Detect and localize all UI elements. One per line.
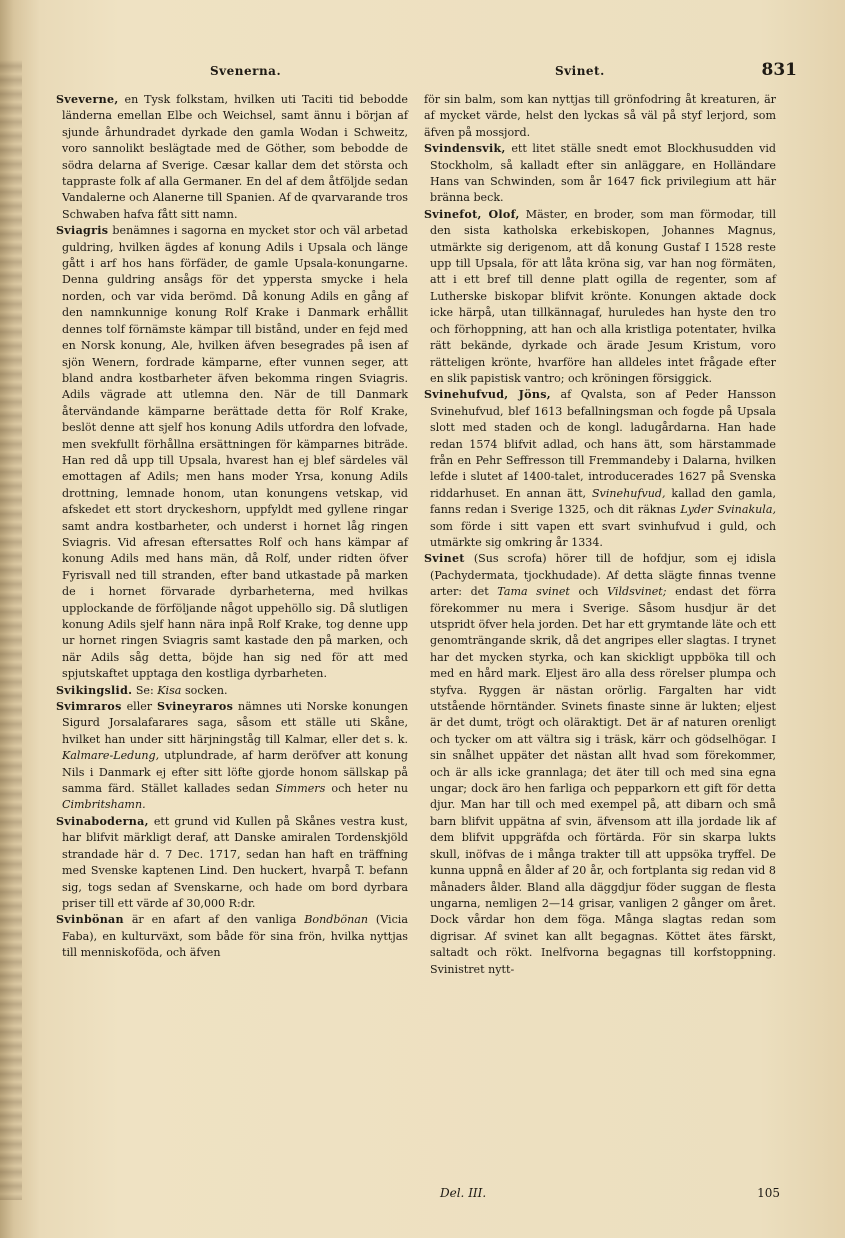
- header-left-title: Svenerna.: [210, 64, 282, 78]
- entry-text: (Sus scrofa) hörer till de hofdjur, som ej idisla (Pachydermata, tjockhudade). Af detta slägte finnas tvenne arter: det: [430, 552, 776, 599]
- dictionary-entry: [56, 92, 408, 223]
- binding-gutter: [0, 60, 22, 1200]
- entry-text: ett grund vid Kullen på Skånes vestra kust, har blifvit märkligt deraf, att Danske amiralen Tordenskjöld strandade här d. 7 Dec. 1717, sedan han haft en träffning med Svenske kaptenen Lind. Den huckert, hvarpå T. befann sig, togs sedan af Svenskarne, och hade om bord dyrbara priser till ett värde af 30,000 R:dr.: [62, 814, 409, 910]
- entry-headword: Svindensvik,: [424, 142, 506, 156]
- entry-text: Simmers: [275, 782, 326, 796]
- entry-text: Svinehufvud,: [591, 486, 666, 500]
- page-footer: [440, 1186, 780, 1206]
- entry-text: socken.: [181, 683, 228, 697]
- dictionary-entry: [424, 141, 776, 207]
- entry-text: af Qvalsta, son af Peder Hansson Svinehufvud, blef 1613 befallningsman och fogde på Upsala slott med staden och de kongl. ladugårdarna. Han hade redan 1574 blifvit adlad, och hans ätt, som härstammade från en Pehr Seffresson till Fremmandeby i Dalarna, hvilken lefde i slutet af 1400-talet, introducerades 1627 på Svenska riddarhuset. En annan ätt,: [430, 388, 776, 500]
- dictionary-entry: [56, 814, 408, 912]
- entry-text: Kisa: [157, 683, 182, 697]
- entry-text: Svineyraros: [157, 700, 234, 714]
- dictionary-entry: [56, 699, 408, 814]
- header-right-title: Svinet.: [555, 64, 605, 78]
- entry-text: och: [569, 585, 608, 599]
- entry-text: Mäster, en broder, som man förmodar, till den sista katholska erkebiskopen, Johannes Magnus, utmärkte sig derigenom, att då konung Gustaf I 1528 reste upp till Upsala, för att låta kröna sig, var han nog förmäten, att i ett bref till denne platt ogilla de regenter, som af Lutherske biskopar blifvit krönte. Konungen aktade dock icke härpå, utan tillkännagaf, huruledes han hyste den tro och förhoppning, att han och alla kristliga potentater, hvilka rätt bekände, dyrkade och ärade Jesum Kristum, voro rätteligen krönte, hvarföre han alldeles intet frågade efter en slik papistisk vantro; och kröningen försiggick.: [430, 207, 777, 385]
- entry-headword: Svinaboderna,: [56, 814, 149, 828]
- dictionary-entry: [424, 551, 776, 978]
- dictionary-entry: [56, 683, 408, 699]
- entry-text: som förde i sitt vapen ett svart svinhufvud i guld, och utmärkte sig omkring år 1334.: [430, 519, 776, 549]
- volume-signature: Del. III.: [440, 1186, 487, 1200]
- entry-text: är en afart af den vanliga: [131, 913, 305, 927]
- entry-text: kallad den gamla, fanns redan i Sverige 1325, och dit räknas: [430, 486, 777, 517]
- dictionary-entry: [56, 912, 408, 961]
- left-text-column: [56, 92, 408, 962]
- dictionary-entry: [56, 223, 408, 682]
- entry-text: Vildsvinet;: [607, 585, 667, 599]
- entry-text: Kalmare-Ledung,: [62, 749, 160, 763]
- entry-headword: Sveverne,: [56, 93, 119, 106]
- entry-text: eller: [126, 700, 158, 714]
- dictionary-entry: [424, 92, 776, 141]
- entry-text: Tama svinet: [497, 585, 570, 599]
- entry-headword: Svimraros: [56, 700, 122, 714]
- entry-text: (Vicia Faba), en kulturväxt, som både för sina frön, hvilka nyttjas till menniskoföda, och äfven: [62, 913, 408, 960]
- entry-text: Se:: [135, 683, 158, 697]
- entry-text: utplundrade, af harm deröfver att konung Nils i Danmark ej efter sitt löfte gjorde honom sällskap på samma färd. Stället kallades sedan: [62, 749, 408, 796]
- entry-headword: Svinet: [424, 552, 465, 566]
- entry-headword: Svinbönan: [56, 913, 124, 927]
- entry-text: en Tysk folkstam, hvilken uti Taciti tid bebodde länderna emellan Elbe och Weichsel, samt ännu i början af sjunde århundradet dyrkade den gamla Wodan i Schweitz, voro sannolikt beslägtade med de Göther, som bebodde de södra delarna af Sverige. Cæsar kallar dem det största och tappraste folk af alla Germaner. En del af dem åtföljde sedan Vandalerne och Alanerne till Spanien. Af de qvarvarande tros Schwaben hafva fått sitt namn.: [62, 93, 408, 221]
- entry-text: Cimbritshamn.: [62, 798, 146, 812]
- entry-headword: Sviagris: [56, 224, 109, 238]
- entry-text: ett litet ställe snedt emot Blockhusudden vid Stockholm, så kalladt efter sin anläggare, en Holländare Hans van Schwinden, som år 1647 fick privilegium att här bränna beck.: [430, 142, 776, 205]
- sheet-number: 105: [757, 1186, 780, 1200]
- running-header: [40, 60, 805, 90]
- right-text-column: [424, 92, 776, 978]
- page-number: 831: [761, 60, 797, 80]
- entry-text: för sin balm, som kan nyttjas till grönfodring åt kreaturen, är af mycket värde, helst den lyckas så väl på styf lerjord, som äfven på mossjord.: [424, 93, 776, 139]
- entry-text: Bondbönan: [304, 913, 369, 927]
- entry-headword: Svinehufvud, Jöns,: [424, 388, 551, 402]
- entry-headword: Svinefot, Olof,: [424, 207, 520, 221]
- entry-headword: Svikingslid.: [56, 683, 133, 697]
- entry-text: benämnes i sagorna en mycket stor och väl arbetad guldring, hvilken ägdes af konung Adils i Upsala och länge gått i arf hos hans förfäder, de gamle Upsala-konungarne. Denna guldring ansågs för det yppersta smycke i hela norden, och var vida berömd. Då konung Adils en gång af den namnkunnige konung Rolf Krake i Danmark erhållit dennes tolf förnämste kämpar till bistånd, under en fejd med en Norsk konung, Ale, hvilken äfven besegrades på isen af sjön Wenern, fordrade kämparne, efter vunnen seger, att bland andra kostbarheter äfven bekomma ringen Sviagris. Adils vägrade att utlemna den. När de till Danmark återvändande kämparne berättade detta för Rolf Krake, beslöt denne att sjelf hos konung Adils utfordra den lofvade, men svekfullt förhållna ersättningen för kämparnes biträde. Han red då upp till Upsala, hvarest han ej blef särdeles väl emottagen af Adils; men hans moder Yrsa, konung Adils drottning, lemnade honom, utan konungens vetskap, vid afskedet ett stort dryckeshorn, uppfyldt med gyllene ringar samt andra kostbarheter, och underst i hornet låg ringen Sviagris. Vid afresan eftersattes Rolf och hans kämpar af konung Adils med hans män, då Rolf, under ridten öfver Fyrisvall ned till stranden, efter band utkastade på marken de i hornet förvarade dyrbarheterna, med hvilkas upplockande de förföljande något uppehöllo sig. Då slutligen konung Adils sjelf hann nära inpå Rolf Krake, tog denne upp ur hornet ringen Sviagris samt kastade den på marken, och när Adils såg detta, böjde han sig ned för att med spjutskaftet upptaga den kostliga dyrbarheten.: [62, 224, 408, 681]
- dictionary-entry: [424, 207, 776, 387]
- dictionary-entry: [424, 387, 776, 551]
- entry-text: Lyder Svinakula,: [680, 503, 776, 517]
- entry-text: endast det förra förekommer nu mera i Sverige. Såsom husdjur är det utspridt öfver hela jorden. Det har ett grymtande läte och ett genomträngande skrik, då det angripes eller slagtas. I trynet har det mycken styrka, och kan skickligt uppböka till och med en hård mark. Eljest äro alla dess rörelser plumpa och styfva. Ryggen är nästan orörlig. Fargalten har vidt utstående hörntänder. Svinets finaste sinne är lukten; eljest är det dumt, trögt och oläraktigt. Det är af naturen orenligt och tycker om att vältra sig i träsk, kärr och gödselhögar. I sin snålhet uppäter det nästan allt hvad som förekommer, och är alls icke grannlaga; det äter till och med sina egna ungar; dock äro hen farliga och pepparkorn ett gift för detta djur. Man har till och med exempel på, att dibarn och små barn blifvit uppätna af svin, äfvensom att illa jordade lik af dem blifvit uppgräfda och förtärda. För sin skarpa lukts skull, inöfvas de i många trakter till att uppsöka tryffel. De kunna uppnå en ålder af 20 år, och fortplanta sig redan vid 8 månaders ålder. Bland alla däggdjur föder suggan de flesta ungarna, nemligen 2—14 grisar, vanligen 2 gånger om året. Dock vårdar hon dem föga. Många slagtas redan som digrisar. Af svinet kan allt begagnas. Köttet ätes färskt, saltadt och rökt. Inelfvorna begagnas till korfstoppning. Svinistret nytt-: [430, 585, 776, 976]
- entry-text: och heter nu: [325, 782, 408, 796]
- entry-text: nämnes uti Norske konungen Sigurd Jorsalafarares saga, såsom ett ställe uti Skåne, hvilket han under sitt härjningståg till Kalmar, eller det s. k.: [62, 700, 408, 746]
